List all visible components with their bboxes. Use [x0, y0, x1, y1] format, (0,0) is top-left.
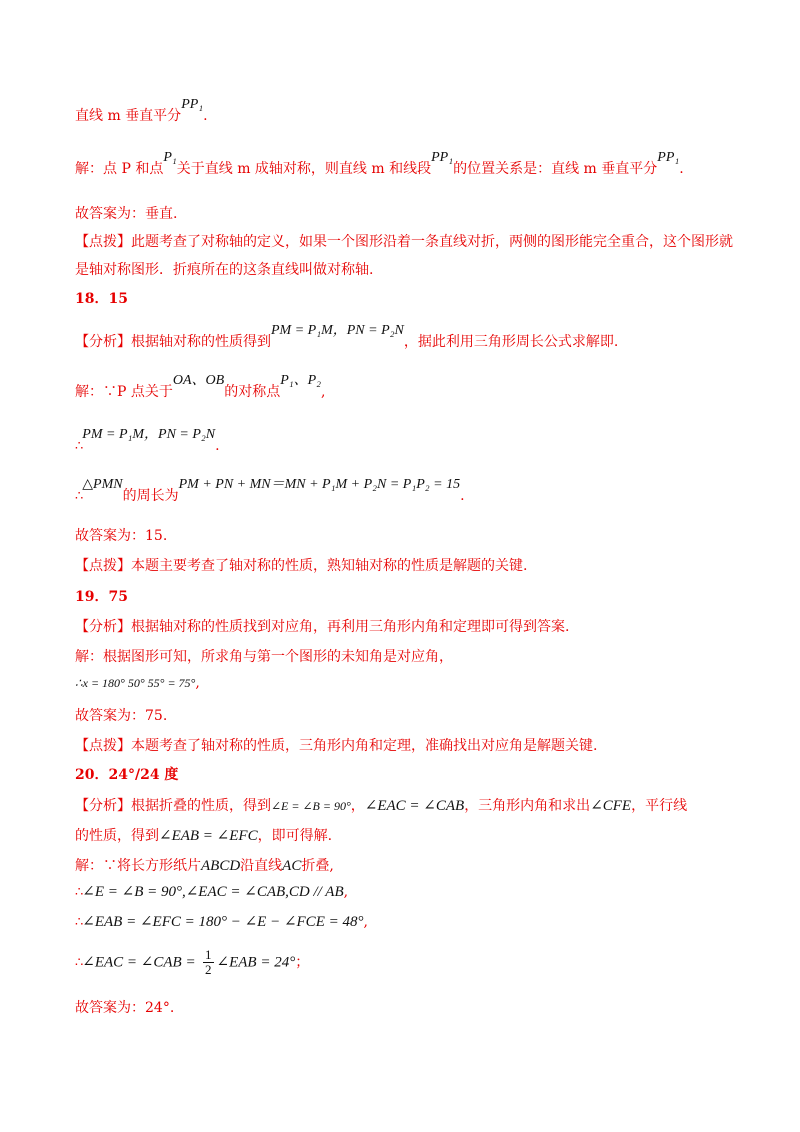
q20-sol3-end: ,: [363, 914, 368, 930]
q19-analysis: 【分析】根据轴对称的性质找到对应角，再利用三角形内角和定理即可得到答案.: [75, 619, 570, 635]
q18-sol3-math-b: PM + PN + MN＝MN + P₁M + P₂N = P₁P₂ = 15: [178, 477, 461, 492]
q17-solution: [75, 150, 735, 180]
q20-analysis2: [75, 826, 735, 846]
therefore-icon: ∴: [75, 955, 83, 971]
q20-analysis-math-a: ∠E = ∠B = 90°: [271, 799, 351, 813]
q20-analysis-text-b: ，: [350, 798, 365, 814]
q19-answer: 故答案为：75.: [75, 708, 168, 724]
q18-sol3-end: .: [460, 488, 465, 504]
therefore-icon: ∴: [75, 915, 83, 930]
q18-answer: 故答案为：15.: [75, 528, 168, 544]
q20-fraction-denominator: 2: [205, 962, 212, 977]
q17-sol-text-a: 解：点 P 和点: [75, 161, 164, 177]
q18-sol1-text-a: 解：∵P 点关于: [75, 384, 173, 400]
q19-header: 19．75: [75, 589, 128, 605]
q19-sol2-math: ∴x = 180° 50° 55° = 75°: [75, 676, 196, 690]
q20-fraction-numerator: 1: [205, 947, 212, 962]
q20-sol2-end: ,: [343, 884, 349, 900]
q19-sol1: 解：根据图形可知，所求角与第一个图形的未知角是对应角，: [75, 649, 453, 665]
q17-tip: 【点拨】此题考查了对称轴的定义，如果一个图形沿着一条直线对折，两侧的图形能完全重合，这个图形就是轴对称图形．折痕所在的这条直线叫做对称轴.: [75, 234, 733, 278]
q20-sol3-math: ∠EAB = ∠EFC = 180° − ∠E − ∠FCE = 48°: [82, 914, 364, 930]
q20-sol4-math-b: ∠EAB = 24°: [216, 954, 296, 971]
q19-tip: 【点拨】本题考查了轴对称的性质，三角形内角和定理，准确找出对应角是解题关键.: [75, 738, 598, 754]
q20-analysis-math-c: ∠CFE: [590, 798, 632, 814]
q18-tip: 【点拨】本题主要考查了轴对称的性质，熟知轴对称的性质是解题的关键.: [75, 558, 528, 574]
q20-analysis: [75, 796, 735, 816]
q20-sol1-math-a: ABCD: [201, 858, 241, 874]
q18-sol2: [75, 427, 735, 457]
q19-sol2: [75, 673, 735, 693]
q20-analysis2-math: ∠EAB = ∠EFC: [159, 828, 258, 844]
q17-sol-end: .: [679, 161, 684, 177]
q20-analysis-text-a: 【分析】根据折叠的性质，得到: [75, 798, 271, 814]
q20-analysis2-text-a: 的性质，得到: [75, 828, 159, 844]
q17-sol-math-a: P₁: [163, 150, 177, 165]
q17-line1: [75, 97, 735, 127]
q20-sol1-text-c: 折叠,: [301, 858, 334, 874]
q20-analysis-text-d: ，平行线: [631, 798, 688, 814]
q17-sol-text-b: 关于直线 m 成轴对称，则直线 m 和线段: [176, 161, 432, 177]
q20-analysis-text-c: ，三角形内角和求出: [464, 798, 591, 814]
q20-sol1: [75, 856, 735, 876]
q20-analysis2-text-b: ，即可得解.: [257, 828, 333, 844]
q18-sol3-math-a: △PMN: [82, 477, 123, 492]
therefore-icon: ∴: [75, 885, 83, 900]
q20-sol2: [75, 882, 735, 903]
q20-sol1-text-b: 沿直线: [240, 858, 283, 874]
q18-sol1: [75, 373, 735, 403]
q18-sol1-math-b: P₁、P₂: [280, 373, 322, 388]
q20-fraction: [203, 948, 214, 977]
q18-analysis-text-b: ，据此利用三角形周长公式求解即.: [403, 334, 619, 350]
q20-analysis-math-b: ∠EAC = ∠CAB: [364, 798, 465, 814]
q18-analysis-text-a: 【分析】根据轴对称的性质得到: [75, 334, 271, 350]
q18-sol1-text-b: 的对称点: [224, 384, 281, 400]
q20-sol1-math-b: AC: [282, 858, 302, 874]
q20-sol1-text-a: 解：∵将长方形纸片: [75, 858, 201, 874]
q18-sol2-math: PM = P₁M，PN = P₂N: [82, 427, 216, 442]
q17-line1-text: 直线 m 垂直平分: [75, 108, 182, 124]
q20-sol3: [75, 912, 735, 933]
q18-sol2-end: .: [215, 438, 220, 454]
q17-answer: 故答案为：垂直.: [75, 206, 178, 222]
q20-header: 20．24°/24 度: [75, 767, 179, 783]
q20-sol4-math-a: ∠EAC = ∠CAB =: [82, 954, 196, 971]
q18-sol1-math-a: OA、OB: [172, 373, 225, 388]
q20-sol4: [75, 948, 735, 988]
therefore-icon: ∴: [75, 439, 83, 454]
q20-answer: 故答案为：24°.: [75, 1000, 175, 1016]
q20-sol2-math: ∠E = ∠B = 90°,∠EAC = ∠CAB,CD // AB: [82, 884, 344, 900]
q18-sol3: [75, 477, 735, 507]
therefore-icon: ∴: [75, 489, 83, 504]
q17-sol-math-b: PP₁: [431, 150, 454, 165]
q17-sol-math-c: PP₁: [657, 150, 680, 165]
q17-line1-math: PP₁: [181, 97, 204, 112]
q18-header: 18．15: [75, 291, 128, 307]
q17-line1-end: .: [203, 108, 208, 124]
q20-sol4-end: ；: [295, 954, 310, 971]
q19-sol2-end: ,: [195, 675, 200, 691]
q17-sol-text-c: 的位置关系是：直线 m 垂直平分: [453, 161, 658, 177]
q18-sol3-text-b: 的周长为: [122, 488, 179, 504]
q18-sol1-end: ,: [321, 384, 326, 400]
q18-analysis: [75, 323, 735, 353]
q18-analysis-math: PM = P₁M，PN = P₂N: [271, 323, 404, 338]
